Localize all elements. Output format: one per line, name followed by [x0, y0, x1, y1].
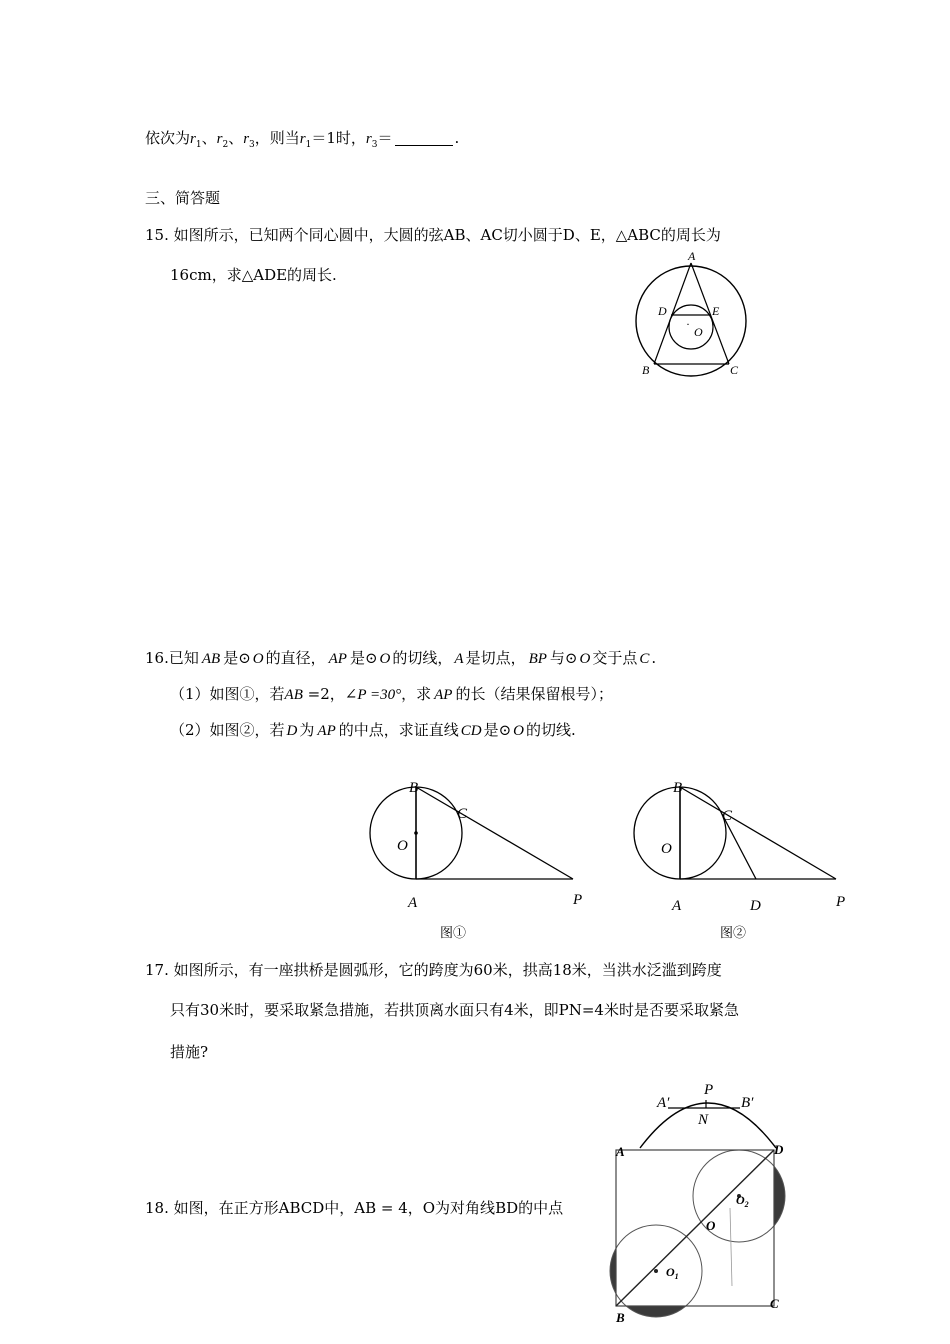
- section-title: 三、简答题: [145, 189, 221, 207]
- math-ab: AB: [284, 687, 303, 703]
- q16-text: （1）如图①，若: [170, 685, 285, 703]
- line-bp: [680, 787, 836, 879]
- answer-blank: [395, 131, 453, 146]
- q15-line1: 15. 如图所示，已知两个同心圆中，大圆的弦AB、AC切小圆于D、E，△ABC的周长为: [145, 226, 721, 244]
- separator: 、: [201, 129, 217, 147]
- subscript: 3: [371, 140, 378, 150]
- q16-text: 交于点: [592, 649, 638, 667]
- q16-text: 是切点，: [465, 649, 526, 667]
- math-c: C: [639, 651, 650, 667]
- q16-text: .: [651, 649, 657, 667]
- q16-text: 是⊙: [349, 649, 378, 667]
- q16-figure1: [365, 778, 595, 913]
- q17-line1: 17. 如图所示，有一座拱桥是圆弧形，它的跨度为60米，拱高18米，当洪水泛滥到跨度: [145, 961, 722, 979]
- q16-text: 的直径，: [265, 649, 326, 667]
- q17-line3: 措施?: [170, 1043, 209, 1061]
- q16-figure2-caption: 图②: [720, 926, 747, 941]
- label-b: B: [409, 780, 419, 796]
- subscript: 1: [305, 140, 312, 150]
- q14-tail-line: [145, 128, 459, 155]
- label-b: B: [642, 363, 650, 377]
- label-n: N: [698, 1112, 709, 1128]
- label-c: C: [722, 808, 733, 824]
- subscript: 3: [249, 140, 255, 150]
- q14-text: .: [454, 129, 460, 147]
- q16-text: （2）如图②，若: [170, 721, 285, 739]
- q14-text: 依次为: [145, 129, 191, 147]
- q16-part2: [170, 720, 576, 741]
- q18-square-figure: [608, 1138, 808, 1338]
- r-symbol: r: [299, 131, 306, 147]
- label-a: A: [616, 1144, 625, 1159]
- r-symbol: r: [190, 131, 196, 147]
- label-d: D: [750, 898, 761, 914]
- subscript: 2: [222, 140, 229, 150]
- q16-stem: [145, 648, 656, 669]
- label-a: A: [688, 249, 696, 263]
- math-o: O: [252, 651, 264, 667]
- q16-text: 的切线，: [392, 649, 453, 667]
- label-o2: $O_2$: [736, 1193, 749, 1209]
- label-o: O: [661, 841, 672, 857]
- q17-line2: 只有30米时，要采取紧急措施，若拱顶离水面只有4米，即PN=4米时是否要采取紧急: [170, 1001, 739, 1019]
- line-bp: [416, 787, 573, 879]
- q15-figure: [630, 248, 760, 383]
- math-ap: AP: [328, 651, 347, 667]
- q14-text: ＝1时，: [311, 129, 366, 147]
- math-eq: =2: [302, 685, 330, 703]
- label-d: D: [658, 304, 667, 318]
- math-ap: AP: [317, 723, 336, 739]
- label-o1: $O_1$: [666, 1265, 679, 1281]
- label-p: P: [704, 1082, 714, 1098]
- q16-text: 的切线.: [526, 721, 576, 739]
- r-symbol: r: [243, 131, 250, 147]
- q15-line2: 16cm，求△ADE的周长.: [170, 266, 337, 284]
- label-b: B: [673, 780, 683, 796]
- q16-text: ，: [329, 685, 345, 703]
- dot-o1: [654, 1269, 658, 1273]
- math-ap: AP: [434, 687, 453, 703]
- q16-figure2: [630, 778, 860, 918]
- label-a: A: [408, 895, 418, 911]
- separator: 、: [228, 129, 244, 147]
- q16-text: 的中点，求证直线: [338, 721, 459, 739]
- q16-figure1-caption: 图①: [440, 926, 467, 941]
- label-p: P: [573, 892, 583, 908]
- q16-text: 与⊙: [549, 649, 578, 667]
- label-c: C: [770, 1296, 779, 1311]
- outer-circle: [636, 266, 746, 376]
- q16-text: 16.已知: [145, 649, 199, 667]
- label-c: C: [730, 363, 739, 377]
- q16-text: 为: [299, 721, 315, 739]
- label-e: E: [712, 304, 720, 318]
- label-o: O: [694, 325, 703, 339]
- q16-part1: [170, 684, 613, 705]
- label-o-dot: ·: [686, 317, 690, 331]
- q14-text: ，则当: [254, 129, 300, 147]
- math-angle: ∠P =30°: [344, 687, 402, 703]
- math-d: D: [286, 723, 298, 739]
- label-a: A: [672, 898, 682, 914]
- math-cd: CD: [460, 723, 482, 739]
- label-p: P: [836, 894, 846, 910]
- q16-text: 的长（结果保留根号）；: [455, 685, 613, 703]
- math-ab: AB: [201, 651, 221, 667]
- math-o: O: [513, 723, 525, 739]
- q16-text: 是⊙: [223, 649, 251, 667]
- q14-text: ＝: [377, 129, 393, 147]
- q18-line1: 18. 如图，在正方形ABCD中，AB = 4，O为对角线BD的中点: [145, 1199, 564, 1217]
- label-o: O: [397, 838, 408, 854]
- math-bp: BP: [528, 651, 547, 667]
- q16-text: 是⊙: [483, 721, 512, 739]
- r-symbol: r: [216, 131, 223, 147]
- label-o: O: [706, 1218, 716, 1233]
- math-o: O: [579, 651, 591, 667]
- center-dot: [414, 831, 418, 835]
- math-o: O: [379, 651, 391, 667]
- label-a-prime: A′: [657, 1095, 670, 1111]
- subscript: 1: [195, 140, 202, 150]
- label-b-prime: B′: [741, 1095, 754, 1111]
- inner-circle: [669, 305, 713, 349]
- q16-text: ，求: [401, 685, 432, 703]
- math-a: A: [454, 651, 464, 667]
- label-d: D: [774, 1142, 784, 1157]
- label-c: C: [457, 806, 468, 822]
- r-symbol: r: [365, 131, 372, 147]
- label-b: B: [616, 1310, 625, 1325]
